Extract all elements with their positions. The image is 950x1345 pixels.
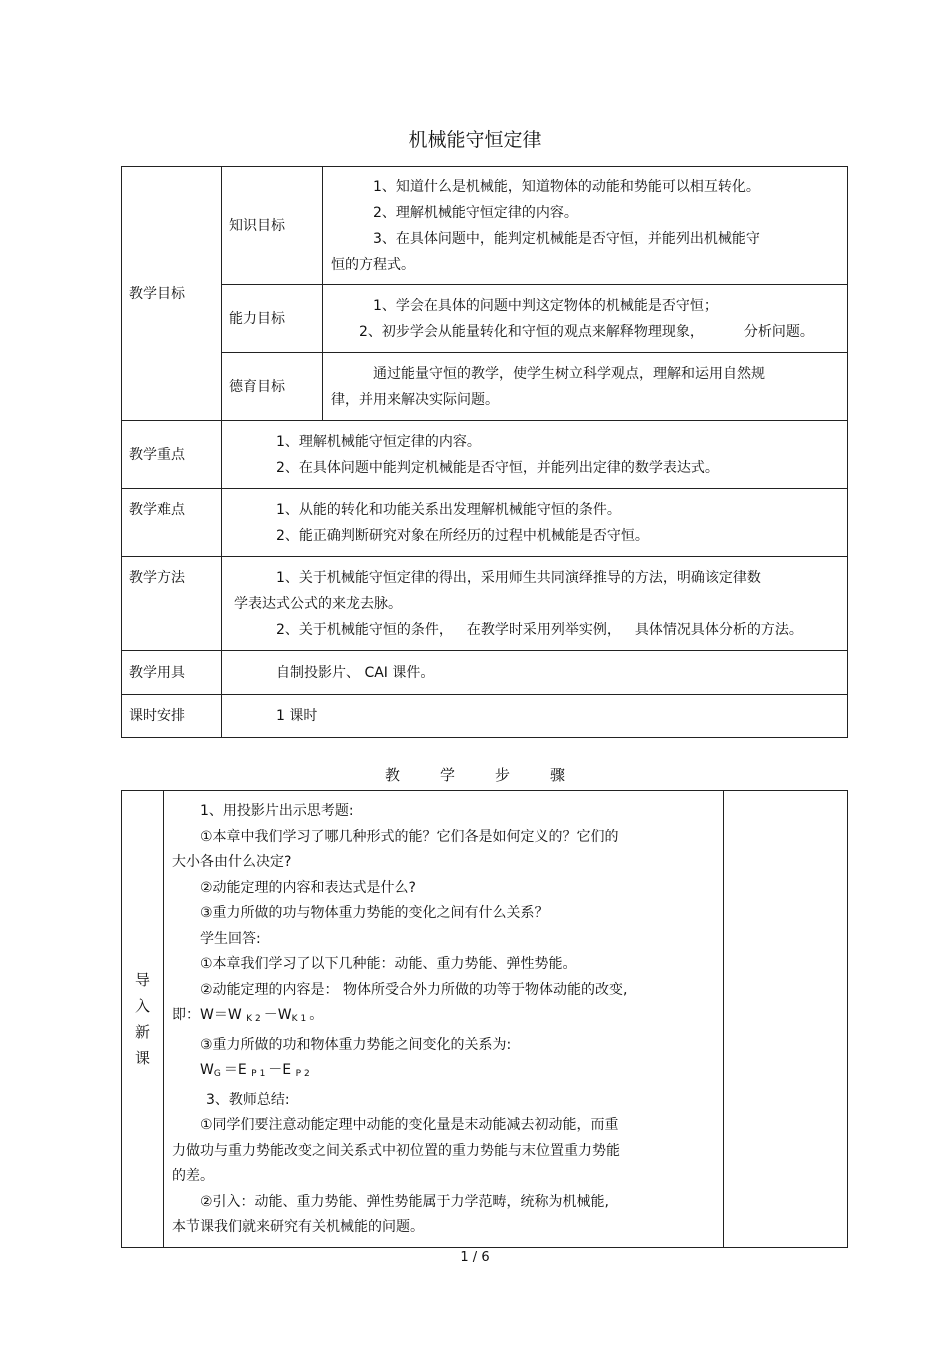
- intro-line: ②引入：动能、重力势能、弹性势能属于力学范畴，统称为机械能,: [200, 1193, 609, 1210]
- key-point-line: 2、在具体问题中能判定机械能是否守恒，并能列出定律的数学表达式。: [276, 459, 719, 476]
- difficulty-line: 2、能正确判断研究对象在所经历的过程中机械能是否守恒。: [276, 528, 649, 544]
- method-line3-b: 在教学时采用列举实例，: [466, 622, 621, 638]
- tools-row: [122, 651, 848, 695]
- moral-row: [122, 353, 848, 421]
- intro-formula-line: [172, 1003, 715, 1033]
- ability-line2-a: 2、初步学会从能量转化和守恒的观点来解释物理现象，: [359, 323, 704, 340]
- key-point-line: 1、理解机械能守恒定律的内容。: [276, 433, 481, 450]
- tools-text: 自制投影片、 CAI 课件。: [276, 664, 435, 681]
- methods-row: [122, 557, 848, 651]
- intro-line: ①同学们要注意动能定理中动能的变化量是末动能减去初动能，而重: [200, 1117, 619, 1133]
- knowledge-label: 知识目标: [222, 167, 323, 285]
- method-line: 1、关于机械能守恒定律的得出，采用师生共同演绎推导的方法，明确该定律数: [276, 570, 761, 586]
- ability-label: 能力目标: [222, 285, 323, 353]
- intro-label-char: 导: [134, 970, 150, 989]
- knowledge-row: [122, 167, 848, 285]
- knowledge-line: 2、理解机械能守恒定律的内容。: [373, 204, 578, 221]
- intro-label-char: 新: [134, 1022, 150, 1041]
- notes-column: [724, 791, 848, 1248]
- intro-line: 1、用投影片出示思考题:: [200, 803, 354, 819]
- formula-part: W: [200, 1062, 214, 1078]
- intro-line: ①本章我们学习了以下几种能：动能、重力势能、弹性势能。: [200, 956, 577, 972]
- intro-line: 学生回答:: [200, 930, 261, 947]
- key-points-row: [122, 421, 848, 489]
- formula-part: －E: [268, 1062, 292, 1078]
- intro-line: 3、教师总结:: [206, 1091, 290, 1108]
- formula-part: ＝E: [223, 1062, 247, 1078]
- intro-label: [122, 791, 164, 1248]
- formula-part: 。: [309, 1007, 324, 1023]
- intro-row: [122, 791, 848, 1248]
- knowledge-line: 1、知道什么是机械能，知道物体的动能和势能可以相互转化。: [373, 178, 760, 195]
- knowledge-content: [323, 167, 848, 285]
- intro-line: ②动能定理的内容是： 物体所受合外力所做的功等于物体动能的改变,: [200, 981, 628, 998]
- moral-line: 通过能量守恒的教学，使学生树立科学观点，理解和运用自然规: [373, 365, 765, 382]
- method-line: [234, 617, 841, 643]
- formula-subscript: K2: [246, 1014, 264, 1024]
- intro-line: ②动能定理的内容和表达式是什么?: [200, 879, 416, 896]
- intro-line: 大小各由什么决定?: [172, 854, 292, 870]
- intro-line: ③重力所做的功和物体重力势能之间变化的关系为:: [200, 1036, 512, 1053]
- ability-content: [323, 285, 848, 353]
- lesson-plan-table: [121, 166, 848, 738]
- difficulties-content: [222, 489, 848, 557]
- intro-line: 的差。: [172, 1168, 214, 1184]
- intro-line: 力做功与重力势能改变之间关系式中初位置的重力势能与末位置重力势能: [172, 1142, 620, 1159]
- methods-content: [222, 557, 848, 651]
- tools-content: [222, 651, 848, 695]
- method-line3-a: 2、关于机械能守恒的条件，: [276, 622, 453, 638]
- difficulties-row: [122, 489, 848, 557]
- intro-formula-line: [172, 1058, 715, 1088]
- formula-subscript: K1: [291, 1014, 310, 1024]
- schedule-row: [122, 695, 848, 738]
- ability-line: 1、学会在具体的问题中判这定物体的机械能是否守恒；: [373, 297, 718, 314]
- intro-line: ①本章中我们学习了哪几种形式的能？它们各是如何定义的？它们的: [200, 828, 619, 845]
- key-points-content: [222, 421, 848, 489]
- moral-line: 律，并用来解决实际问题。: [331, 391, 499, 408]
- difficulty-line: 1、从能的转化和功能关系出发理解机械能守恒的条件。: [276, 502, 621, 518]
- knowledge-line: 3、在具体问题中，能判定机械能是否守恒，并能列出机械能守: [373, 230, 760, 247]
- formula-subscript: P2: [295, 1069, 313, 1079]
- schedule-text: 1 课时: [276, 708, 318, 724]
- schedule-content: [222, 695, 848, 738]
- method-line3-c: 具体情况具体分析的方法。: [634, 622, 803, 638]
- formula-subscript: G: [213, 1069, 224, 1079]
- knowledge-line: 恒的方程式。: [331, 256, 415, 273]
- intro-label-char: 入: [134, 996, 150, 1015]
- formula-subscript: P1: [251, 1069, 269, 1079]
- formula-part: －W: [263, 1007, 292, 1023]
- intro-label-char: 课: [134, 1048, 150, 1067]
- steps-table: [121, 790, 848, 1248]
- key-points-label: 教学重点: [122, 421, 222, 489]
- objectives-label: 教学目标: [122, 167, 222, 421]
- page-title: 机械能守恒定律: [408, 129, 542, 151]
- difficulties-label: 教学难点: [122, 489, 222, 557]
- intro-line: ③重力所做的功与物体重力势能的变化之间有什么关系？: [200, 905, 549, 921]
- page-number: 1 / 6: [460, 1250, 490, 1265]
- method-line: 学表达式公式的来龙去脉。: [234, 596, 402, 612]
- methods-label: 教学方法: [122, 557, 222, 651]
- moral-label: 德育目标: [222, 353, 323, 421]
- ability-line2-b: 分析问题。: [743, 323, 814, 340]
- steps-heading: 教学步骤: [384, 766, 605, 784]
- ability-line: [331, 319, 841, 345]
- intro-line: 本节课我们就来研究有关机械能的问题。: [172, 1219, 424, 1235]
- intro-content: [164, 791, 724, 1248]
- formula-part: 即：W＝W: [172, 1007, 242, 1023]
- ability-row: [122, 285, 848, 353]
- tools-label: 教学用具: [122, 651, 222, 695]
- schedule-label: 课时安排: [122, 695, 222, 738]
- moral-content: [323, 353, 848, 421]
